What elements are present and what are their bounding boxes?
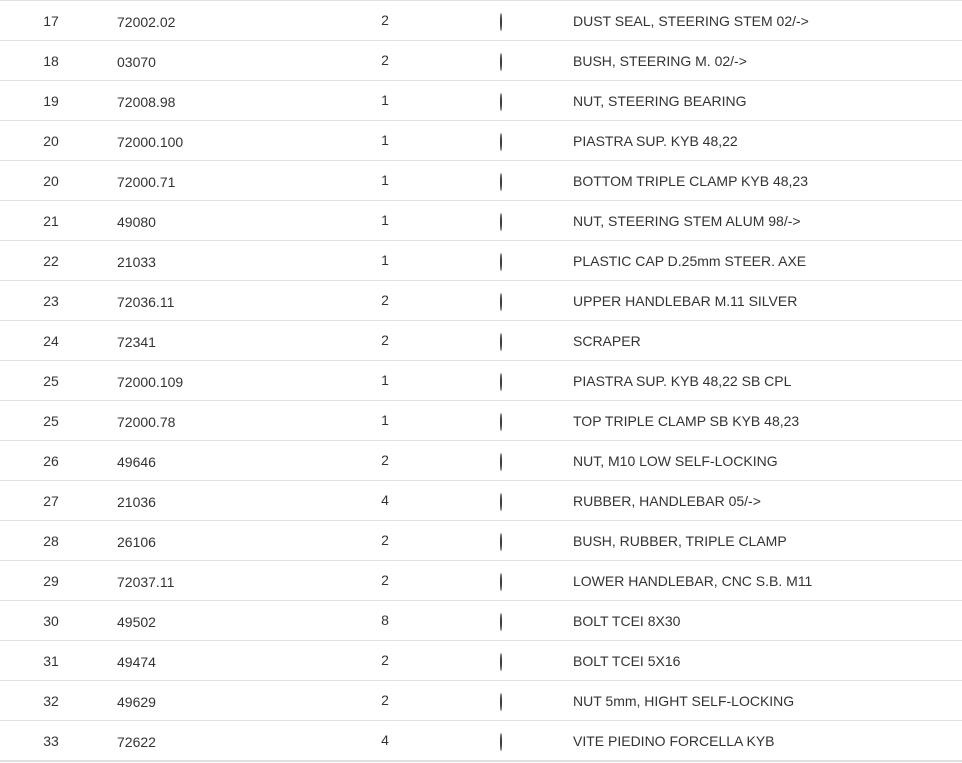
part-code: 72036.11 <box>117 294 175 310</box>
position-number: 20 <box>43 133 59 149</box>
select-radio[interactable] <box>500 734 514 748</box>
quantity: 2 <box>381 452 389 468</box>
radio-circle-icon <box>500 53 502 71</box>
radio-circle-icon <box>500 613 502 631</box>
position-number: 20 <box>43 173 59 189</box>
select-radio[interactable] <box>500 454 514 468</box>
position-number: 26 <box>43 453 59 469</box>
part-description: BOTTOM TRIPLE CLAMP KYB 48,23 <box>573 173 808 189</box>
table-row <box>0 561 962 601</box>
position-number: 25 <box>43 373 59 389</box>
radio-circle-icon <box>500 533 502 551</box>
radio-circle-icon <box>500 413 502 431</box>
table-row <box>0 321 962 361</box>
table-row <box>0 601 962 641</box>
quantity: 1 <box>381 172 389 188</box>
part-code: 72000.100 <box>117 134 184 150</box>
quantity: 2 <box>381 652 389 668</box>
table-row <box>0 161 962 201</box>
table-row <box>0 481 962 521</box>
select-radio[interactable] <box>500 694 514 708</box>
table-row <box>0 441 962 481</box>
table-row <box>0 41 962 81</box>
part-code: 72622 <box>117 734 156 750</box>
select-radio[interactable] <box>500 174 514 188</box>
radio-circle-icon <box>500 573 502 591</box>
part-code: 03070 <box>117 54 156 70</box>
part-description: VITE PIEDINO FORCELLA KYB <box>573 733 775 749</box>
radio-circle-icon <box>500 453 502 471</box>
radio-circle-icon <box>500 333 502 351</box>
select-radio[interactable] <box>500 334 514 348</box>
select-radio[interactable] <box>500 294 514 308</box>
part-code: 72000.109 <box>117 374 184 390</box>
quantity: 2 <box>381 52 389 68</box>
select-radio[interactable] <box>500 134 514 148</box>
part-description: BOLT TCEI 8X30 <box>573 613 681 629</box>
part-description: NUT, M10 LOW SELF-LOCKING <box>573 453 778 469</box>
table-row <box>0 721 962 762</box>
position-number: 17 <box>43 13 59 29</box>
quantity: 2 <box>381 572 389 588</box>
table-row <box>0 361 962 401</box>
select-radio[interactable] <box>500 94 514 108</box>
part-code: 49502 <box>117 614 156 630</box>
table-row <box>0 241 962 281</box>
position-number: 24 <box>43 333 59 349</box>
quantity: 1 <box>381 92 389 108</box>
quantity: 2 <box>381 332 389 348</box>
part-description: PIASTRA SUP. KYB 48,22 SB CPL <box>573 373 792 389</box>
position-number: 32 <box>43 693 59 709</box>
part-code: 72341 <box>117 334 156 350</box>
table-row <box>0 1 962 41</box>
quantity: 2 <box>381 292 389 308</box>
part-description: NUT, STEERING BEARING <box>573 93 747 109</box>
position-number: 18 <box>43 53 59 69</box>
quantity: 2 <box>381 12 389 28</box>
select-radio[interactable] <box>500 614 514 628</box>
position-number: 29 <box>43 573 59 589</box>
quantity: 1 <box>381 132 389 148</box>
quantity: 4 <box>381 492 389 508</box>
part-description: NUT 5mm, HIGHT SELF-LOCKING <box>573 693 795 709</box>
quantity: 2 <box>381 692 389 708</box>
radio-circle-icon <box>500 173 502 191</box>
part-code: 49646 <box>117 454 156 470</box>
part-code: 72037.11 <box>117 574 175 590</box>
part-description: LOWER HANDLEBAR, CNC S.B. M11 <box>573 573 813 589</box>
part-code: 49474 <box>117 654 156 670</box>
part-description: BUSH, STEERING M. 02/-> <box>573 53 747 69</box>
position-number: 27 <box>43 493 59 509</box>
position-number: 22 <box>43 253 59 269</box>
part-description: RUBBER, HANDLEBAR 05/-> <box>573 493 761 509</box>
radio-circle-icon <box>500 93 502 111</box>
position-number: 25 <box>43 413 59 429</box>
part-description: BOLT TCEI 5X16 <box>573 653 681 669</box>
select-radio[interactable] <box>500 374 514 388</box>
part-code: 49080 <box>117 214 156 230</box>
radio-circle-icon <box>500 733 502 751</box>
select-radio[interactable] <box>500 214 514 228</box>
part-description: SCRAPER <box>573 333 641 349</box>
quantity: 1 <box>381 212 389 228</box>
radio-circle-icon <box>500 373 502 391</box>
table-row <box>0 201 962 241</box>
radio-circle-icon <box>500 293 502 311</box>
table-row <box>0 401 962 441</box>
table-row <box>0 681 962 721</box>
select-radio[interactable] <box>500 654 514 668</box>
table-row <box>0 121 962 161</box>
part-description: DUST SEAL, STEERING STEM 02/-> <box>573 13 809 29</box>
part-code: 26106 <box>117 534 156 550</box>
part-description: PLASTIC CAP D.25mm STEER. AXE <box>573 253 807 269</box>
select-radio[interactable] <box>500 494 514 508</box>
table-row <box>0 521 962 561</box>
radio-circle-icon <box>500 213 502 231</box>
table-row <box>0 641 962 681</box>
part-code: 72008.98 <box>117 94 176 110</box>
part-description: PIASTRA SUP. KYB 48,22 <box>573 133 738 149</box>
select-radio[interactable] <box>500 54 514 68</box>
table-row <box>0 81 962 121</box>
radio-circle-icon <box>500 13 502 31</box>
radio-circle-icon <box>500 133 502 151</box>
part-description: UPPER HANDLEBAR M.11 SILVER <box>573 293 798 309</box>
radio-circle-icon <box>500 493 502 511</box>
quantity: 1 <box>381 372 389 388</box>
select-radio[interactable] <box>500 414 514 428</box>
position-number: 31 <box>43 653 59 669</box>
quantity: 2 <box>381 532 389 548</box>
part-code: 21033 <box>117 254 156 270</box>
select-radio[interactable] <box>500 14 514 28</box>
part-code: 72000.71 <box>117 174 176 190</box>
radio-circle-icon <box>500 253 502 271</box>
quantity: 8 <box>381 612 389 628</box>
position-number: 33 <box>43 733 59 749</box>
quantity: 1 <box>381 412 389 428</box>
part-code: 72000.78 <box>117 414 176 430</box>
select-radio[interactable] <box>500 574 514 588</box>
part-description: NUT, STEERING STEM ALUM 98/-> <box>573 213 801 229</box>
position-number: 28 <box>43 533 59 549</box>
table-row <box>0 281 962 321</box>
part-description: BUSH, RUBBER, TRIPLE CLAMP <box>573 533 787 549</box>
position-number: 19 <box>43 93 59 109</box>
radio-circle-icon <box>500 653 502 671</box>
position-number: 21 <box>43 213 59 229</box>
quantity: 1 <box>381 252 389 268</box>
select-radio[interactable] <box>500 534 514 548</box>
part-code: 21036 <box>117 494 156 510</box>
quantity: 4 <box>381 732 389 748</box>
position-number: 30 <box>43 613 59 629</box>
select-radio[interactable] <box>500 254 514 268</box>
position-number: 23 <box>43 293 59 309</box>
part-code: 72002.02 <box>117 14 176 30</box>
part-description: TOP TRIPLE CLAMP SB KYB 48,23 <box>573 413 800 429</box>
radio-circle-icon <box>500 693 502 711</box>
part-code: 49629 <box>117 694 156 710</box>
